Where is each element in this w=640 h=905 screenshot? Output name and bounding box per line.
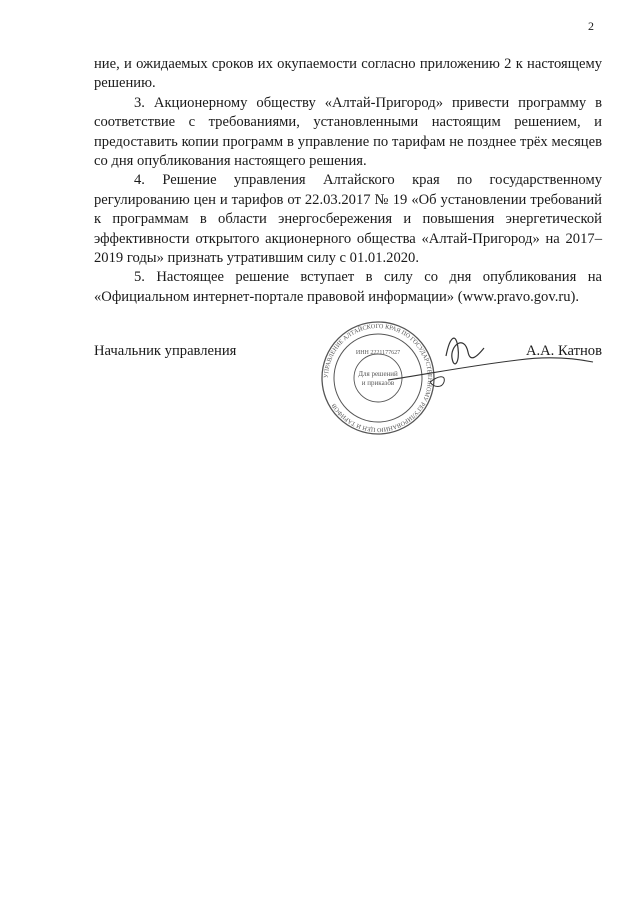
signatory-name: А.А. Катнов <box>525 343 602 359</box>
document-body <box>94 55 602 307</box>
stamp-center-line-2: и приказов <box>361 379 395 387</box>
page-number: 2 <box>588 19 594 33</box>
stamp-center-line-1: Для решений <box>358 370 398 378</box>
stamp-inn: ИНН 2221177627 <box>355 350 401 356</box>
signature-block <box>94 343 602 363</box>
official-stamp <box>318 318 608 438</box>
paragraph-3: 3. Акционерному обществу «Алтай-Пригород» привести программу в соответствие с требованиями, установленными настоящим решением, и предоставить копии программ в управление по тарифам не позднее трёх месяцев со дня опубликования настоящего решения. <box>94 94 602 170</box>
paragraph-4: 4. Решение управления Алтайского края по государственному регулированию цен и тарифов от 22.03.2017 № 19 «Об установлении требований к программам в области энергосбережения и повышения энергетической эффективности открытого акционерного общества «Алтай-Пригород» на 2017–2019 годы» признать утратившим силу с 01.01.2020. <box>94 172 602 267</box>
stamp-ring-text: УПРАВЛЕНИЕ АЛТАЙСКОГО КРАЯ ПО ГОСУДАРСТВЕННОМУ РЕГУЛИРОВАНИЮ ЦЕН И ТАРИФОВ <box>322 322 434 434</box>
signatory-title: Начальник управления <box>94 343 237 359</box>
stamp-and-signature-graphic <box>318 318 608 438</box>
paragraph-5: 5. Настоящее решение вступает в силу со дня опубликования на «Официальном интернет-портале правовой информации» (www.pravo.gov.ru). <box>94 269 602 305</box>
paragraph-continuation: ние, и ожидаемых сроков их окупаемости согласно приложению 2 к настоящему решению. <box>94 56 602 92</box>
